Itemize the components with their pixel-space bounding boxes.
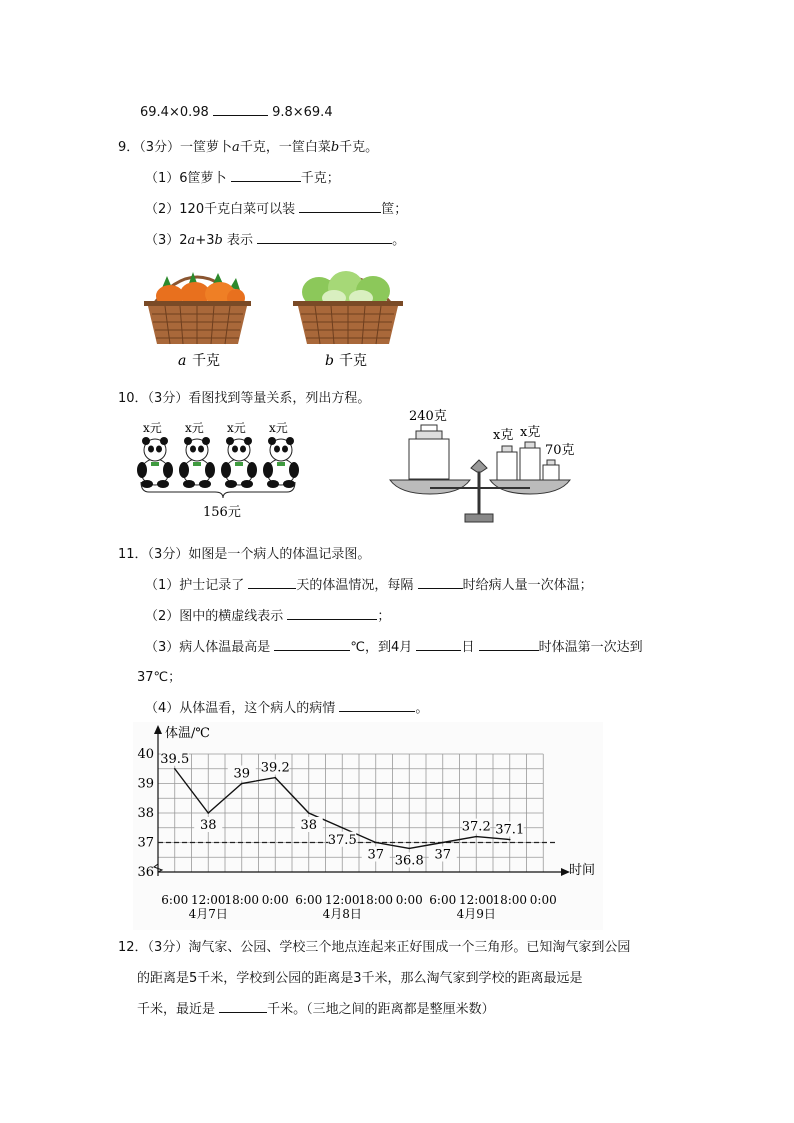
data-point <box>207 812 209 814</box>
data-label: 39.5 <box>160 751 190 767</box>
data-label: 37.2 <box>461 819 491 835</box>
data-point <box>442 842 444 844</box>
carrot-basket-image <box>140 258 255 370</box>
x-tick-label: 12:00 <box>190 893 226 907</box>
q11-part3-cont: 37℃； <box>137 670 182 685</box>
x-tick-label: 12:00 <box>324 893 360 907</box>
x-tick-label: 18:00 <box>224 893 260 907</box>
panda-price-label: x元 <box>185 421 204 435</box>
x-axis-title: 时间 <box>569 863 596 878</box>
data-label: 37.1 <box>495 822 525 838</box>
q12-line-1: 12．（3分）淘气家、公园、学校三个地点连起来正好围成一个三角形。已知淘气家到公园 <box>118 940 631 955</box>
data-label: 39.2 <box>260 760 290 776</box>
q12-line-3: 千米，最近是 千米。（三地之间的距离都是整厘米数） <box>137 1002 495 1017</box>
q9-part1: （1）6筐萝卜 千克； <box>145 171 340 186</box>
q11-part2: （2）图中的横虚线表示 ； <box>145 609 391 624</box>
weight-x-label-1: x克 <box>493 428 514 443</box>
x-tick-label: 6:00 <box>429 893 457 907</box>
q11-blank-5[interactable] <box>416 638 461 651</box>
data-label: 38 <box>199 818 217 833</box>
cabbage-basket-image <box>289 258 407 370</box>
q9-part2: （2）120千克白菜可以装 筐； <box>145 202 408 217</box>
x-tick-label: 0:00 <box>529 893 557 907</box>
panda-total-label: 156元 <box>203 505 241 520</box>
y-axis-title: 体温/℃ <box>165 726 210 741</box>
q9-part3: （3）2a+3b 表示 。 <box>145 233 406 248</box>
q9-blank-1[interactable] <box>231 169 301 182</box>
weight-70 <box>543 460 559 480</box>
data-label: 37 <box>434 847 452 863</box>
panda-icon <box>263 421 299 488</box>
panda-price-label: x元 <box>143 421 162 435</box>
data-point <box>241 783 243 785</box>
weight-70-label: 70克 <box>545 443 575 458</box>
top-left-expr: 69.4×0.98 <box>140 105 209 120</box>
q9-blank-2[interactable] <box>299 200 381 213</box>
weight-x-2 <box>520 442 540 480</box>
data-point <box>475 836 477 838</box>
x-tick-label: 6:00 <box>295 893 323 907</box>
top-right-expr: 9.8×69.4 <box>272 105 333 120</box>
x-tick-label: 18:00 <box>492 893 528 907</box>
basket2-unit: 千克 <box>339 353 367 369</box>
basket1-unit: 千克 <box>192 353 220 369</box>
y-tick-label: 38 <box>137 806 154 821</box>
panda-price-label: x元 <box>269 421 288 435</box>
data-point <box>375 842 377 844</box>
q11-header: 11．（3分）如图是一个病人的体温记录图。 <box>118 547 371 562</box>
y-tick-label: 36 <box>137 865 154 880</box>
q9-header: 9．（3分）一筐萝卜a千克，一筐白菜b千克。 <box>118 140 379 155</box>
data-point <box>274 777 276 779</box>
q11-part3: （3）病人体温最高是 ℃，到4月 日 时体温第一次达到 <box>145 640 643 655</box>
day-label: 4月7日 <box>188 907 228 921</box>
panda-icon <box>221 421 257 488</box>
y-tick-label: 39 <box>137 776 154 792</box>
q10-header: 10．（3分）看图找到等量关系，列出方程。 <box>118 391 371 406</box>
panda-icon <box>137 421 173 488</box>
data-label: 36.8 <box>394 853 424 869</box>
data-label: 37 <box>367 847 385 863</box>
balance-scale-figure <box>385 402 585 530</box>
q11-blank-7[interactable] <box>339 699 415 712</box>
data-point <box>308 812 310 814</box>
q11-blank-4[interactable] <box>274 638 350 651</box>
day-label: 4月9日 <box>456 907 496 921</box>
basket1-var: a <box>178 353 187 369</box>
data-point <box>174 768 176 770</box>
q11-blank-3[interactable] <box>287 607 377 620</box>
q11-blank-1[interactable] <box>248 576 296 589</box>
x-tick-label: 6:00 <box>161 893 189 907</box>
temperature-chart <box>133 722 603 930</box>
data-label: 39 <box>233 766 251 782</box>
q11-blank-2[interactable] <box>418 576 463 589</box>
panda-price-label: x元 <box>227 421 246 435</box>
weight-240-label: 240克 <box>409 409 447 424</box>
weight-x-1 <box>497 446 517 480</box>
data-point <box>509 839 511 841</box>
y-tick-label: 37 <box>137 835 154 851</box>
y-tick-label: 40 <box>137 747 154 762</box>
panda-icon <box>179 421 215 488</box>
x-tick-label: 18:00 <box>358 893 394 907</box>
data-point <box>341 827 343 829</box>
top-blank[interactable] <box>213 103 268 116</box>
day-label: 4月8日 <box>322 907 362 921</box>
panda-figure <box>135 420 305 522</box>
q9-blank-3[interactable] <box>257 231 392 244</box>
basket2-var: b <box>325 353 334 369</box>
x-tick-label: 0:00 <box>261 893 289 907</box>
x-tick-label: 12:00 <box>458 893 494 907</box>
weight-240 <box>409 425 449 479</box>
weight-x-label-2: x克 <box>520 425 541 440</box>
q11-blank-6[interactable] <box>479 638 539 651</box>
top-compare-line <box>140 103 333 120</box>
data-label: 37.5 <box>327 832 357 848</box>
q12-blank-2[interactable] <box>219 1000 267 1013</box>
data-point <box>408 848 410 850</box>
data-label: 38 <box>300 818 318 833</box>
x-tick-label: 0:00 <box>395 893 423 907</box>
q11-part1: （1）护士记录了 天的体温情况，每隔 时给病人量一次体温； <box>145 578 593 593</box>
q11-part4: （4）从体温看，这个病人的病情 。 <box>145 701 429 716</box>
q12-line-2: 的距离是5千米，学校到公园的距离是3千米，那么淘气家到学校的距离最远是 <box>137 971 583 986</box>
